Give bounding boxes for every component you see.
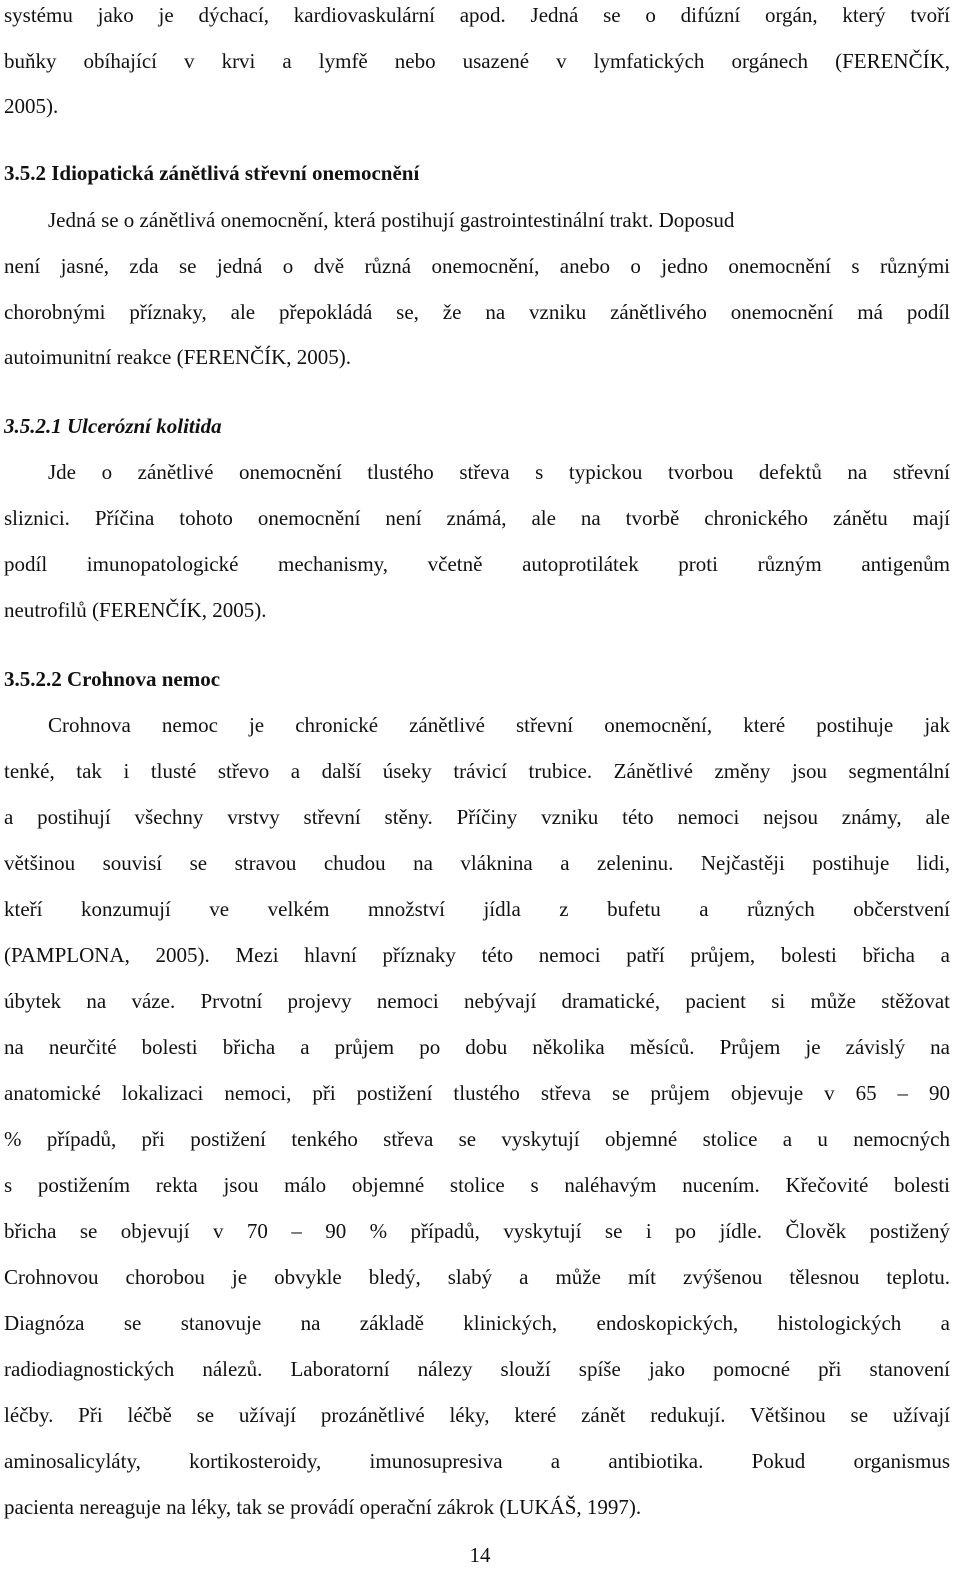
text-line: % případů, při postižení tenkého střeva se vyskytují objemné stolice a u nemocných: [4, 1127, 950, 1151]
text-line: Jde o zánětlivé onemocnění tlustého střeva s typickou tvorbou defektů na střevní: [48, 460, 950, 484]
text-line: není jasné, zda se jedná o dvě různá onemocnění, anebo o jedno onemocnění s různými: [4, 254, 950, 278]
text-line: 2005).: [4, 94, 59, 118]
text-line: aminosalicyláty, kortikosteroidy, imunosupresiva a antibiotika. Pokud organismus: [4, 1449, 950, 1473]
text-line: chorobnými příznaky, ale přepokládá se, že na vzniku zánětlivého onemocnění má podíl: [4, 300, 950, 324]
text-line: Diagnóza se stanovuje na základě klinických, endoskopických, histologických a: [4, 1311, 950, 1335]
text-line: Jedná se o zánětlivá onemocnění, která postihují gastrointestinální trakt. Doposud: [48, 208, 735, 232]
text-line: břicha se objevují v 70 – 90 % případů, vyskytují se i po jídle. Člověk postižený: [4, 1219, 950, 1243]
text-line: s postižením rekta jsou málo objemné stolice s naléhavým nucením. Křečovité bolesti: [4, 1173, 950, 1197]
text-line: a postihují všechny vrstvy střevní stěny. Příčiny vzniku této nemoci nejsou známy, ale: [4, 805, 950, 829]
text-line: podíl imunopatologické mechanismy, včetně autoprotilátek proti různým antigenům: [4, 552, 950, 576]
text-line: většinou souvisí se stravou chudou na vláknina a zeleninu. Nejčastěji postihuje lidi,: [4, 851, 950, 875]
text-line: úbytek na váze. Prvotní projevy nemoci nebývají dramatické, pacient si může stěžovat: [4, 989, 950, 1013]
text-line: systému jako je dýchací, kardiovaskulární apod. Jedná se o difúzní orgán, který tvoří: [4, 3, 950, 27]
text-line: tenké, tak i tlusté střevo a další úseky trávicí trubice. Zánětlivé změny jsou segmentální: [4, 759, 950, 783]
text-line: léčby. Při léčbě se užívají prozánětlivé léky, které zánět redukují. Většinou se užívají: [4, 1403, 950, 1427]
text-line: anatomické lokalizaci nemoci, při postižení tlustého střeva se průjem objevuje v 65 – 90: [4, 1081, 950, 1105]
text-line: radiodiagnostických nálezů. Laboratorní nálezy slouží spíše jako pomocné při stanovení: [4, 1357, 950, 1381]
text-line: sliznici. Příčina tohoto onemocnění není známá, ale na tvorbě chronického zánětu mají: [4, 506, 950, 530]
text-line: (PAMPLONA, 2005). Mezi hlavní příznaky této nemoci patří průjem, bolesti břicha a: [4, 943, 950, 967]
text-line: Crohnova nemoc je chronické zánětlivé střevní onemocnění, které postihuje jak: [48, 713, 950, 737]
text-line: kteří konzumují ve velkém množství jídla z bufetu a různých občerstvení: [4, 897, 950, 921]
text-line: neutrofilů (FERENČÍK, 2005).: [4, 598, 267, 622]
section-heading: 3.5.2 Idiopatická zánětlivá střevní onemocnění: [4, 161, 420, 185]
text-line: Crohnovou chorobou je obvykle bledý, slabý a může mít zvýšenou tělesnou teplotu.: [4, 1265, 950, 1289]
text-line: buňky obíhající v krvi a lymfě nebo usazené v lymfatických orgánech (FERENČÍK,: [4, 49, 950, 73]
subsection-heading: 3.5.2.2 Crohnova nemoc: [4, 667, 221, 691]
page-number: 14: [469, 1543, 491, 1567]
text-line: na neurčité bolesti břicha a průjem po dobu několika měsíců. Průjem je závislý na: [4, 1035, 950, 1059]
subsection-heading: 3.5.2.1 Ulcerózní kolitida: [4, 414, 222, 438]
text-line: pacienta nereaguje na léky, tak se provádí operační zákrok (LUKÁŠ, 1997).: [4, 1495, 642, 1519]
text-line: autoimunitní reakce (FERENČÍK, 2005).: [4, 345, 352, 369]
